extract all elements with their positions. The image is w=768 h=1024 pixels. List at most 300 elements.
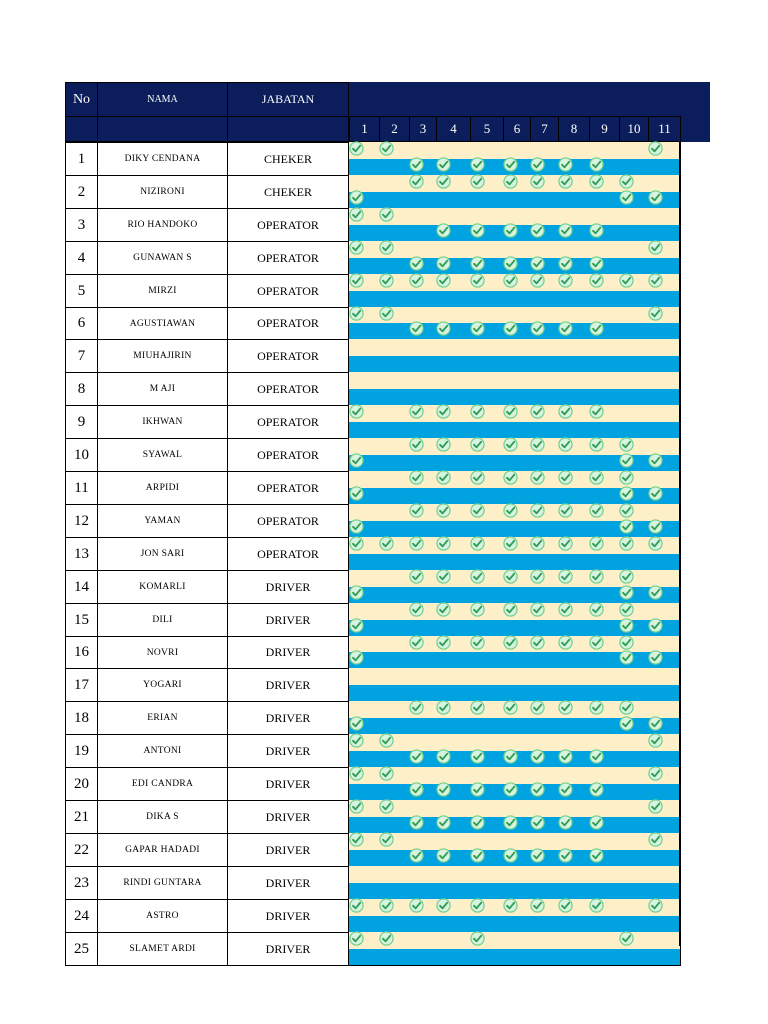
shift-cell-bottom <box>409 356 437 373</box>
check-circle-icon <box>648 190 663 205</box>
check-circle-icon <box>558 321 573 336</box>
shift-cell-bottom <box>530 291 559 308</box>
check-circle-icon <box>503 602 518 617</box>
shift-cell-bottom <box>619 389 649 406</box>
employee-position: OPERATOR <box>227 471 349 505</box>
employee-position: DRIVER <box>227 866 349 900</box>
shift-cell-top <box>409 339 437 356</box>
shift-cell-top <box>589 339 620 356</box>
check-circle-icon <box>619 635 634 650</box>
shift-cell-top <box>379 405 410 422</box>
check-circle-icon <box>530 321 545 336</box>
shift-cell-top <box>379 668 410 685</box>
shift-cell-bottom <box>530 916 559 933</box>
employee-name: AGUSTIAWAN <box>97 307 228 340</box>
header-no: No <box>65 82 98 117</box>
check-circle-icon <box>409 635 424 650</box>
employee-position: DRIVER <box>227 800 349 834</box>
check-circle-icon <box>379 733 394 748</box>
check-circle-icon <box>470 503 485 518</box>
check-circle-icon <box>619 569 634 584</box>
shift-cell-bottom <box>530 356 559 373</box>
check-circle-icon <box>589 569 604 584</box>
shift-cell-bottom <box>379 422 410 439</box>
shift-cell-bottom <box>379 389 410 406</box>
check-circle-icon <box>589 749 604 764</box>
check-circle-icon <box>589 157 604 172</box>
check-circle-icon <box>619 650 634 665</box>
check-circle-icon <box>436 749 451 764</box>
check-circle-icon <box>589 470 604 485</box>
employee-position: DRIVER <box>227 636 349 669</box>
check-circle-icon <box>503 536 518 551</box>
shift-cell-bottom <box>619 291 649 308</box>
check-circle-icon <box>530 256 545 271</box>
shift-cell-bottom <box>349 323 380 340</box>
check-circle-icon <box>503 223 518 238</box>
shift-cell-bottom <box>530 718 559 735</box>
check-circle-icon <box>558 569 573 584</box>
check-circle-icon <box>558 256 573 271</box>
employee-name: JON SARI <box>97 537 228 571</box>
shift-cell-bottom <box>409 916 437 933</box>
row-number: 2 <box>65 175 98 209</box>
check-circle-icon <box>530 700 545 715</box>
shift-cell-top <box>589 866 620 883</box>
shift-cell-top <box>436 932 471 949</box>
shift-cell-top <box>530 668 559 685</box>
shift-cell-top <box>349 372 380 389</box>
check-circle-icon <box>648 306 663 321</box>
shift-cell-bottom <box>349 422 380 439</box>
shift-cell-top <box>619 668 649 685</box>
check-circle-icon <box>530 437 545 452</box>
check-circle-icon <box>409 273 424 288</box>
header-nama: NAMA <box>97 82 228 117</box>
shift-cell-bottom <box>530 192 559 209</box>
shift-cell-top <box>503 668 531 685</box>
shift-cell-bottom <box>436 916 471 933</box>
check-circle-icon <box>409 470 424 485</box>
check-circle-icon <box>530 569 545 584</box>
check-circle-icon <box>648 453 663 468</box>
check-circle-icon <box>503 321 518 336</box>
check-circle-icon <box>470 931 485 946</box>
check-circle-icon <box>503 782 518 797</box>
check-circle-icon <box>503 157 518 172</box>
shift-cell-top <box>379 175 410 192</box>
shift-cell-bottom <box>379 455 410 472</box>
check-circle-icon <box>589 536 604 551</box>
check-circle-icon <box>409 536 424 551</box>
check-circle-icon <box>530 157 545 172</box>
check-circle-icon <box>530 782 545 797</box>
shift-cell-bottom <box>648 554 681 571</box>
check-circle-icon <box>436 223 451 238</box>
check-circle-icon <box>436 503 451 518</box>
check-circle-icon <box>619 273 634 288</box>
check-circle-icon <box>409 749 424 764</box>
shift-cell-bottom <box>503 356 531 373</box>
check-circle-icon <box>530 404 545 419</box>
row-number: 3 <box>65 208 98 242</box>
employee-name: GUNAWAN S <box>97 241 228 275</box>
row-number: 14 <box>65 570 98 604</box>
check-circle-icon <box>436 273 451 288</box>
shift-cell-top <box>379 438 410 455</box>
check-circle-icon <box>558 898 573 913</box>
shift-cell-top <box>619 866 649 883</box>
check-circle-icon <box>409 782 424 797</box>
day-header-7: 7 <box>530 116 559 142</box>
day-header-9: 9 <box>589 116 620 142</box>
shift-cell-top <box>558 339 590 356</box>
check-circle-icon <box>558 470 573 485</box>
shift-cell-bottom <box>530 652 559 669</box>
check-circle-icon <box>619 931 634 946</box>
shift-cell-bottom <box>409 192 437 209</box>
shift-cell-top <box>558 932 590 949</box>
check-circle-icon <box>436 321 451 336</box>
check-circle-icon <box>648 486 663 501</box>
check-circle-icon <box>619 618 634 633</box>
check-circle-icon <box>436 782 451 797</box>
employee-name: DIKA S <box>97 800 228 834</box>
check-circle-icon <box>530 815 545 830</box>
check-circle-icon <box>648 618 663 633</box>
shift-cell-bottom <box>589 652 620 669</box>
shift-cell-top <box>558 372 590 389</box>
shift-cell-bottom <box>379 685 410 702</box>
shift-cell-bottom <box>648 850 681 867</box>
row-number: 12 <box>65 504 98 538</box>
check-circle-icon <box>589 404 604 419</box>
shift-cell-top <box>619 208 649 225</box>
check-circle-icon <box>349 207 364 222</box>
shift-cell-bottom <box>589 192 620 209</box>
shift-cell-top <box>409 372 437 389</box>
day-header-8: 8 <box>558 116 590 142</box>
check-circle-icon <box>349 486 364 501</box>
check-circle-icon <box>409 602 424 617</box>
check-circle-icon <box>349 240 364 255</box>
check-circle-icon <box>619 585 634 600</box>
check-circle-icon <box>436 404 451 419</box>
shift-cell-bottom <box>470 718 504 735</box>
grid-right-border <box>679 142 680 946</box>
shift-cell-top <box>503 372 531 389</box>
check-circle-icon <box>409 503 424 518</box>
shift-cell-bottom <box>470 291 504 308</box>
shift-cell-top <box>530 339 559 356</box>
row-number: 21 <box>65 800 98 834</box>
check-circle-icon <box>589 782 604 797</box>
check-circle-icon <box>589 503 604 518</box>
check-circle-icon <box>589 273 604 288</box>
shift-cell-top <box>530 932 559 949</box>
check-circle-icon <box>470 157 485 172</box>
check-circle-icon <box>589 223 604 238</box>
shift-cell-bottom <box>436 949 471 966</box>
employee-position: OPERATOR <box>227 208 349 242</box>
shift-cell-bottom <box>503 192 531 209</box>
check-circle-icon <box>530 503 545 518</box>
employee-name: SYAWAL <box>97 438 228 472</box>
check-circle-icon <box>558 404 573 419</box>
check-circle-icon <box>619 470 634 485</box>
employee-name: ANTONI <box>97 734 228 768</box>
employee-name: NOVRI <box>97 636 228 669</box>
shift-cell-bottom <box>619 323 649 340</box>
employee-position: DRIVER <box>227 668 349 702</box>
check-circle-icon <box>558 437 573 452</box>
shift-cell-bottom <box>503 949 531 966</box>
employee-position: DRIVER <box>227 833 349 867</box>
check-circle-icon <box>436 157 451 172</box>
check-circle-icon <box>379 931 394 946</box>
check-circle-icon <box>648 585 663 600</box>
row-number: 10 <box>65 438 98 472</box>
shift-cell-bottom <box>589 949 620 966</box>
shift-cell-bottom <box>470 652 504 669</box>
check-circle-icon <box>349 536 364 551</box>
employee-position: OPERATOR <box>227 537 349 571</box>
check-circle-icon <box>379 207 394 222</box>
shift-cell-bottom <box>648 356 681 373</box>
row-number: 15 <box>65 603 98 637</box>
shift-cell-top <box>379 866 410 883</box>
shift-cell-bottom <box>436 192 471 209</box>
check-circle-icon <box>470 223 485 238</box>
check-circle-icon <box>648 733 663 748</box>
shift-cell-bottom <box>379 159 410 176</box>
row-number: 9 <box>65 405 98 439</box>
employee-position: DRIVER <box>227 701 349 735</box>
employee-name: ASTRO <box>97 899 228 933</box>
shift-cell-bottom <box>558 291 590 308</box>
shift-cell-top <box>619 241 649 258</box>
check-circle-icon <box>436 174 451 189</box>
check-circle-icon <box>530 848 545 863</box>
shift-cell-top <box>648 372 681 389</box>
shift-cell-top <box>503 866 531 883</box>
check-circle-icon <box>409 437 424 452</box>
check-circle-icon <box>503 470 518 485</box>
shift-cell-bottom <box>503 652 531 669</box>
check-circle-icon <box>619 174 634 189</box>
check-circle-icon <box>409 848 424 863</box>
shift-cell-top <box>619 142 649 159</box>
check-circle-icon <box>349 832 364 847</box>
employee-name: RINDI GUNTARA <box>97 866 228 900</box>
shift-cell-bottom <box>379 652 410 669</box>
check-circle-icon <box>349 898 364 913</box>
shift-cell-top <box>379 471 410 488</box>
day-header-2: 2 <box>379 116 410 142</box>
check-circle-icon <box>349 519 364 534</box>
check-circle-icon <box>558 503 573 518</box>
check-circle-icon <box>589 321 604 336</box>
check-circle-icon <box>349 799 364 814</box>
check-circle-icon <box>619 486 634 501</box>
shift-cell-bottom <box>436 718 471 735</box>
check-circle-icon <box>589 635 604 650</box>
check-circle-icon <box>589 256 604 271</box>
employee-name: RIO HANDOKO <box>97 208 228 242</box>
check-circle-icon <box>409 815 424 830</box>
check-circle-icon <box>530 223 545 238</box>
shift-cell-top <box>436 339 471 356</box>
shift-cell-bottom <box>409 949 437 966</box>
shift-cell-bottom <box>619 949 649 966</box>
employee-position: DRIVER <box>227 767 349 801</box>
shift-cell-bottom <box>470 949 504 966</box>
check-circle-icon <box>379 766 394 781</box>
shift-cell-bottom <box>558 949 590 966</box>
check-circle-icon <box>530 536 545 551</box>
check-circle-icon <box>619 716 634 731</box>
employee-name: YAMAN <box>97 504 228 538</box>
shift-cell-bottom <box>619 784 649 801</box>
check-circle-icon <box>349 733 364 748</box>
shift-cell-bottom <box>619 751 649 768</box>
shift-cell-bottom <box>349 949 380 966</box>
shift-cell-bottom <box>349 159 380 176</box>
shift-cell-bottom <box>409 291 437 308</box>
shift-cell-bottom <box>349 685 380 702</box>
shift-cell-bottom <box>558 192 590 209</box>
employee-name: MIRZI <box>97 274 228 308</box>
shift-cell-top <box>470 866 504 883</box>
check-circle-icon <box>558 700 573 715</box>
check-circle-icon <box>503 898 518 913</box>
shift-cell-top <box>648 405 681 422</box>
check-circle-icon <box>436 569 451 584</box>
check-circle-icon <box>530 174 545 189</box>
employee-name: GAPAR HADADI <box>97 833 228 867</box>
employee-position: OPERATOR <box>227 372 349 406</box>
check-circle-icon <box>503 437 518 452</box>
shift-cell-bottom <box>619 850 649 867</box>
check-circle-icon <box>470 635 485 650</box>
shift-cell-bottom <box>589 718 620 735</box>
check-circle-icon <box>349 766 364 781</box>
shift-cell-bottom <box>349 356 380 373</box>
row-number: 20 <box>65 767 98 801</box>
check-circle-icon <box>470 470 485 485</box>
shift-cell-top <box>619 833 649 850</box>
employee-name: SLAMET ARDI <box>97 932 228 966</box>
check-circle-icon <box>436 898 451 913</box>
check-circle-icon <box>589 174 604 189</box>
check-circle-icon <box>436 470 451 485</box>
shift-cell-bottom <box>436 356 471 373</box>
shift-cell-top <box>409 866 437 883</box>
check-circle-icon <box>409 404 424 419</box>
check-circle-icon <box>648 716 663 731</box>
shift-cell-top <box>648 339 681 356</box>
employee-name: NIZIRONI <box>97 175 228 209</box>
check-circle-icon <box>503 404 518 419</box>
employee-name: ARPIDI <box>97 471 228 505</box>
shift-cell-top <box>558 866 590 883</box>
shift-cell-bottom <box>409 652 437 669</box>
shift-cell-bottom <box>558 718 590 735</box>
check-circle-icon <box>589 700 604 715</box>
shift-cell-top <box>379 636 410 652</box>
check-circle-icon <box>349 141 364 156</box>
shift-cell-top <box>409 208 437 225</box>
check-circle-icon <box>503 635 518 650</box>
day-header-6: 6 <box>503 116 531 142</box>
shift-cell-bottom <box>648 422 681 439</box>
shift-cell-top <box>619 734 649 751</box>
check-circle-icon <box>349 273 364 288</box>
employee-name: DILI <box>97 603 228 637</box>
check-circle-icon <box>648 273 663 288</box>
check-circle-icon <box>648 536 663 551</box>
check-circle-icon <box>648 898 663 913</box>
check-circle-icon <box>379 273 394 288</box>
check-circle-icon <box>379 306 394 321</box>
check-circle-icon <box>503 848 518 863</box>
check-circle-icon <box>558 174 573 189</box>
shift-cell-bottom <box>530 949 559 966</box>
check-circle-icon <box>470 569 485 584</box>
check-circle-icon <box>409 157 424 172</box>
row-number: 1 <box>65 142 98 176</box>
check-circle-icon <box>648 240 663 255</box>
check-circle-icon <box>503 749 518 764</box>
shift-cell-top <box>379 339 410 356</box>
check-circle-icon <box>470 848 485 863</box>
employee-position: OPERATOR <box>227 241 349 275</box>
employee-name: YOGARI <box>97 668 228 702</box>
shift-cell-top <box>470 668 504 685</box>
shift-cell-bottom <box>648 323 681 340</box>
shift-cell-bottom <box>648 159 681 176</box>
shift-cell-bottom <box>619 817 649 834</box>
check-circle-icon <box>530 273 545 288</box>
check-circle-icon <box>379 141 394 156</box>
day-header-10: 10 <box>619 116 649 142</box>
shift-cell-bottom <box>619 883 649 900</box>
check-circle-icon <box>589 815 604 830</box>
shift-cell-top <box>503 339 531 356</box>
check-circle-icon <box>379 898 394 913</box>
check-circle-icon <box>409 700 424 715</box>
check-circle-icon <box>470 536 485 551</box>
shift-cell-bottom <box>558 916 590 933</box>
shift-cell-top <box>379 570 410 587</box>
employee-name: KOMARLI <box>97 570 228 604</box>
shift-cell-top <box>436 668 471 685</box>
shift-cell-top <box>619 372 649 389</box>
row-number: 11 <box>65 471 98 505</box>
shift-cell-top <box>558 668 590 685</box>
row-number: 24 <box>65 899 98 933</box>
employee-name: EDI CANDRA <box>97 767 228 801</box>
row-number: 5 <box>65 274 98 308</box>
shift-cell-bottom <box>503 291 531 308</box>
check-circle-icon <box>648 141 663 156</box>
check-circle-icon <box>530 635 545 650</box>
check-circle-icon <box>503 700 518 715</box>
check-circle-icon <box>558 223 573 238</box>
row-number: 6 <box>65 307 98 340</box>
check-circle-icon <box>379 832 394 847</box>
check-circle-icon <box>470 782 485 797</box>
